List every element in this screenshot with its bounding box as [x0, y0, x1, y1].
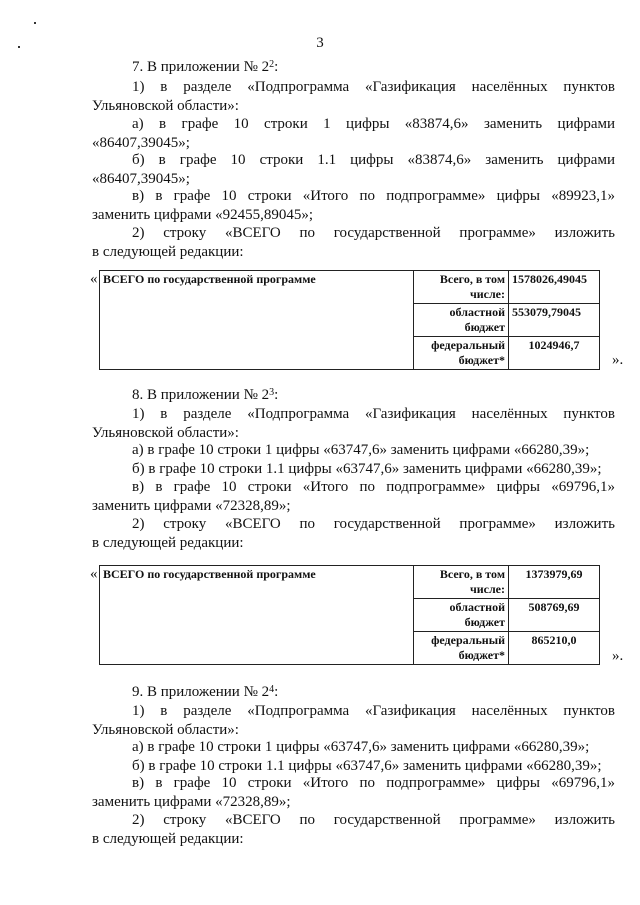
s9-p1a: 1) в разделе «Подпрограмма «Газификация населённых пунктов [132, 703, 615, 719]
heading-text: 7. В приложении № 2 [132, 59, 270, 75]
table-2-close-quote: ». [612, 648, 624, 664]
heading-text: 8. В приложении № 2 [132, 387, 270, 403]
s8-p1a: 1) в разделе «Подпрограмма «Газификация населённых пунктов [132, 406, 615, 422]
section-8-heading [132, 386, 278, 404]
program-name-cell: ВСЕГО по государственной программе [100, 271, 414, 370]
s7-pa1: а) в графе 10 строки 1 цифры «83874,6» заменить цифрами [132, 116, 615, 132]
s7-pc1: в) в графе 10 строки «Итого по подпрограмме» цифры «89923,1» [132, 188, 615, 204]
s9-p2a: 2) строку «ВСЕГО по государственной программе» изложить [132, 812, 615, 828]
s7-p1a: 1) в разделе «Подпрограмма «Газификация населённых пунктов [132, 79, 615, 95]
label-cell: Всего, в том числе: [414, 566, 509, 599]
heading-sup: 4 [269, 684, 275, 695]
label-cell: областной бюджет [414, 599, 509, 632]
page-number: 3 [316, 35, 324, 51]
s8-pa: а) в графе 10 строки 1 цифры «63747,6» заменить цифрами «66280,39»; [132, 442, 590, 458]
heading-colon: : [274, 684, 279, 700]
label-cell: федеральный бюджет* [414, 337, 509, 370]
s9-pc1: в) в графе 10 строки «Итого по подпрограмме» цифры «69796,1» [132, 775, 615, 791]
table-2 [99, 565, 600, 665]
value-cell: 553079,79045 [509, 304, 600, 337]
s8-p2b: в следующей редакции: [92, 535, 244, 551]
s7-p1b: Ульяновской области»: [92, 98, 239, 114]
table-1-close-quote: ». [612, 352, 624, 368]
s7-pb2: «86407,39045»; [92, 171, 190, 187]
s7-p2b: в следующей редакции: [92, 244, 244, 260]
label-cell: Всего, в том числе: [414, 271, 509, 304]
table-1-open-quote: « [90, 271, 98, 287]
value-cell: 508769,69 [509, 599, 600, 632]
value-cell: 1024946,7 [509, 337, 600, 370]
scan-speck [34, 22, 36, 24]
s9-pb: б) в графе 10 строки 1.1 цифры «63747,6» заменить цифрами «66280,39»; [132, 758, 602, 774]
s8-pc2: заменить цифрами «72328,89»; [92, 498, 291, 514]
section-7-heading [132, 58, 278, 76]
value-cell: 865210,0 [509, 632, 600, 665]
s7-pb1: б) в графе 10 строки 1.1 цифры «83874,6» заменить цифрами [132, 152, 615, 168]
value-cell: 1373979,69 [509, 566, 600, 599]
program-name-cell: ВСЕГО по государственной программе [100, 566, 414, 665]
s7-pa2: «86407,39045»; [92, 135, 190, 151]
s9-p1b: Ульяновской области»: [92, 722, 239, 738]
heading-text: 9. В приложении № 2 [132, 684, 270, 700]
table-1 [99, 270, 600, 370]
s7-pc2: заменить цифрами «92455,89045»; [92, 207, 314, 223]
table-2-open-quote: « [90, 566, 98, 582]
s9-p2b: в следующей редакции: [92, 831, 244, 847]
heading-sup: 2 [269, 59, 275, 70]
table-row [100, 566, 600, 599]
heading-sup: 3 [269, 387, 275, 398]
section-9-heading [132, 683, 278, 701]
s7-p2a: 2) строку «ВСЕГО по государственной программе» изложить [132, 225, 615, 241]
label-cell: федеральный бюджет* [414, 632, 509, 665]
heading-colon: : [274, 59, 279, 75]
s8-pc1: в) в графе 10 строки «Итого по подпрограмме» цифры «69796,1» [132, 479, 615, 495]
table-row [100, 271, 600, 304]
s9-pc2: заменить цифрами «72328,89»; [92, 794, 291, 810]
s8-p2a: 2) строку «ВСЕГО по государственной программе» изложить [132, 516, 615, 532]
value-cell: 1578026,49045 [509, 271, 600, 304]
s9-pa: а) в графе 10 строки 1 цифры «63747,6» заменить цифрами «66280,39»; [132, 739, 590, 755]
heading-colon: : [274, 387, 279, 403]
s8-pb: б) в графе 10 строки 1.1 цифры «63747,6» заменить цифрами «66280,39»; [132, 461, 602, 477]
label-cell: областной бюджет [414, 304, 509, 337]
s8-p1b: Ульяновской области»: [92, 425, 239, 441]
